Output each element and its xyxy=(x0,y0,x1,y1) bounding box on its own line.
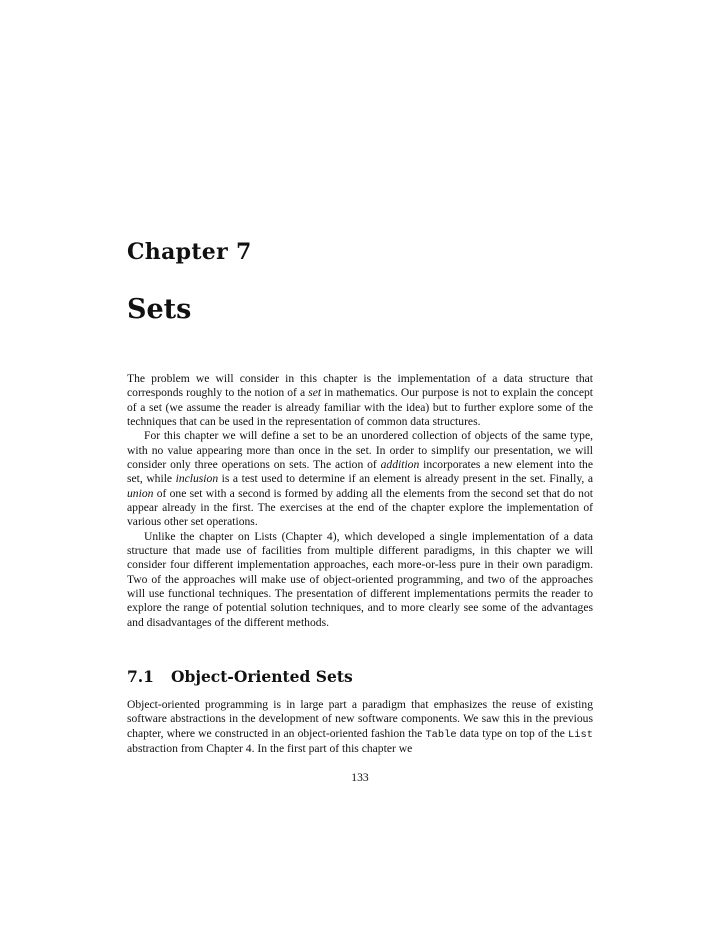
intro-p2-text-c: is a test used to determine if an element is already present in the set. Finally, a xyxy=(218,472,593,486)
chapter-label: Chapter 7 xyxy=(127,239,252,265)
chapter-title: Sets xyxy=(127,294,192,325)
intro-paragraph-2 xyxy=(127,429,593,529)
code-table: Table xyxy=(425,728,457,741)
chapter-intro xyxy=(127,372,593,630)
page-number: 133 xyxy=(351,771,369,784)
section-heading xyxy=(127,667,353,686)
section-paragraph-1 xyxy=(127,698,593,756)
intro-paragraph-3: Unlike the chapter on Lists (Chapter 4), which developed a single implementation of a data structure that made use of facilities from multiple different paradigms, in this chapter we will consider four different implementation approaches, each more-or-less pure in their own paradigm. Two of the approaches will make use of object-oriented programming, and two of the approaches will use functional techniques. The presentation of different implementations permits the reader to explore the range of potential solution techniques, and to more clearly see some of the advantages and disadvantages of the different methods. xyxy=(127,529,593,629)
intro-p1-emphasis: set xyxy=(308,386,322,400)
section-text-b: data type on top of the xyxy=(456,726,569,740)
code-list: List xyxy=(568,728,593,741)
section-number: 7.1 xyxy=(127,667,154,686)
section-text-a: Object-oriented programming is in large part a paradigm that emphasizes the reuse of existing software abstractions in the development of new software components. We saw this in the previous chapter, where we constructed in an object-oriented fashion the xyxy=(127,698,593,740)
section-text-c: abstraction from Chapter 4. In the first part of this chapter we xyxy=(127,741,413,755)
intro-p2-emphasis-addition: addition xyxy=(380,457,420,471)
intro-p2-text-a: For this chapter we will define a set to be an unordered collection of objects of the same type, with no value appearing more than once in the set. In order to simplify our presentation, we will consider only three operations on sets. The action of xyxy=(127,429,593,471)
intro-p1-text-b: in mathematics. Our purpose is not to explain the concept of a set (we assume the reader is already familiar with the idea) but to further explore some of the techniques that can be used in the representation of common data structures. xyxy=(127,386,593,428)
intro-paragraph-1 xyxy=(127,372,593,429)
intro-p2-text-b: incorporates a new element into the set, while xyxy=(127,457,593,486)
intro-p2-emphasis-union: union xyxy=(127,486,154,500)
intro-p1-text-a: The problem we will consider in this chapter is the implementation of a data structure that corresponds roughly to the notion of a xyxy=(127,372,593,400)
section-title: Object-Oriented Sets xyxy=(171,667,353,686)
section-body xyxy=(127,698,593,756)
intro-p2-emphasis-inclusion: inclusion xyxy=(175,472,219,486)
intro-p2-text-d: of one set with a second is formed by adding all the elements from the second set that do not appear already in the first. The exercises at the end of the chapter explore the implementation of various other set operations. xyxy=(127,486,593,529)
